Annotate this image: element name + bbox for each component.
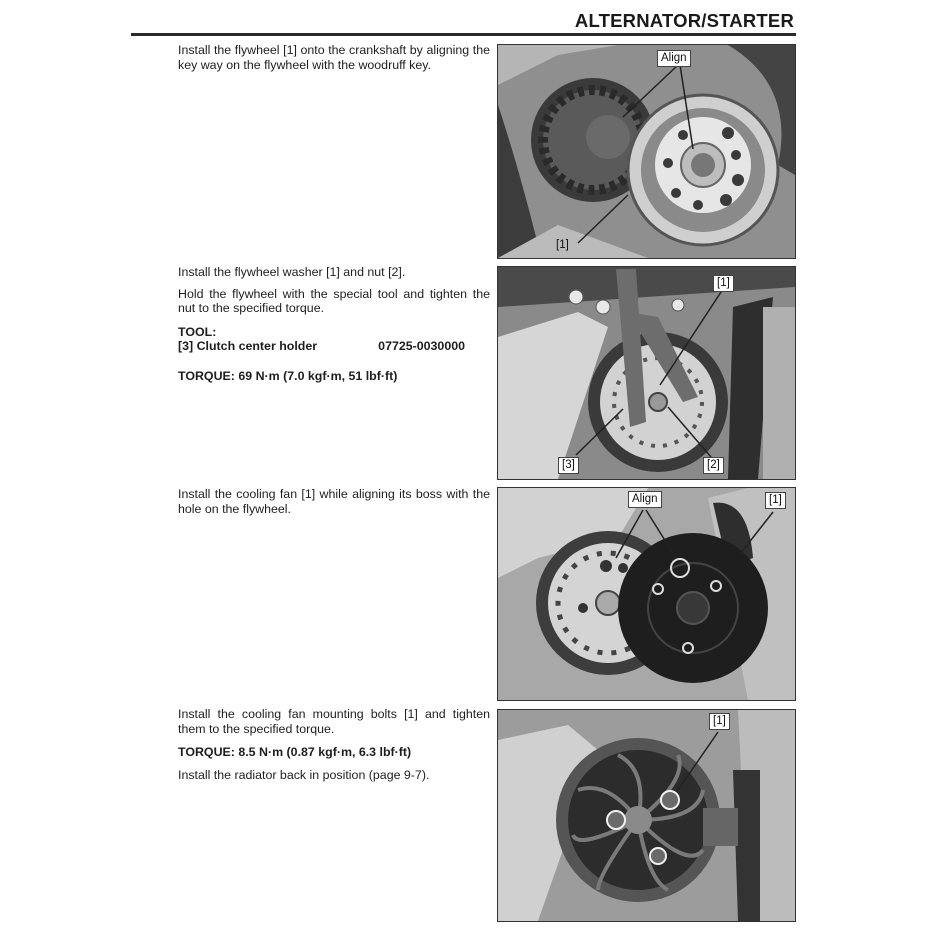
figure-flywheel-install bbox=[497, 44, 796, 259]
step-4-text bbox=[178, 707, 490, 789]
callout-fan-1: [1] bbox=[765, 492, 786, 509]
section-title: ALTERNATOR/STARTER bbox=[574, 10, 794, 31]
callout-bolts-1: [1] bbox=[709, 713, 730, 730]
callout-align: Align bbox=[657, 50, 691, 67]
step-2-instruction-a: Install the flywheel washer [1] and nut [2]. bbox=[178, 265, 406, 279]
step-1-instruction: Install the flywheel [1] onto the crankshaft by aligning the key way on the flywheel with the woodruff key. bbox=[178, 43, 490, 72]
figure-cooling-fan-bolts bbox=[497, 709, 796, 922]
cooling-fan-align-photo bbox=[498, 488, 795, 700]
step-4-followup: Install the radiator back in position (page 9-7). bbox=[178, 767, 430, 782]
tool-heading: TOOL: bbox=[178, 324, 217, 339]
callout-washer-1: [1] bbox=[713, 275, 734, 292]
step-1-text bbox=[178, 43, 490, 79]
tool-part-number: 07725-0030000 bbox=[378, 339, 465, 353]
cooling-fan-bolts-photo bbox=[498, 710, 795, 921]
step-2-torque: TORQUE: 69 N·m (7.0 kgf·m, 51 lbf·ft) bbox=[178, 368, 398, 383]
tool-name: [3] Clutch center holder bbox=[178, 339, 318, 353]
header-rule bbox=[131, 33, 796, 36]
step-2-instruction-b: Hold the flywheel with the special tool and tighten the nut to the specified torque. bbox=[178, 286, 490, 315]
step-4-instruction: Install the cooling fan mounting bolts [1] and tighten them to the specified torque. bbox=[178, 707, 490, 736]
flywheel-nut-photo bbox=[498, 267, 795, 479]
step-4-torque: TORQUE: 8.5 N·m (0.87 kgf·m, 6.3 lbf·ft) bbox=[178, 745, 412, 759]
callout-align-fan: Align bbox=[628, 491, 662, 508]
step-3-instruction: Install the cooling fan [1] while aligning its boss with the hole on the flywheel. bbox=[178, 487, 490, 516]
flywheel-photo bbox=[498, 45, 795, 258]
figure-flywheel-nut bbox=[497, 266, 796, 480]
step-3-text bbox=[178, 487, 490, 523]
callout-holder-3: [3] bbox=[558, 457, 579, 474]
callout-flywheel-1: [1] bbox=[556, 239, 569, 251]
callout-nut-2: [2] bbox=[703, 457, 724, 474]
step-2-text bbox=[178, 265, 490, 383]
figure-cooling-fan-align bbox=[497, 487, 796, 701]
tool-row bbox=[178, 339, 465, 354]
